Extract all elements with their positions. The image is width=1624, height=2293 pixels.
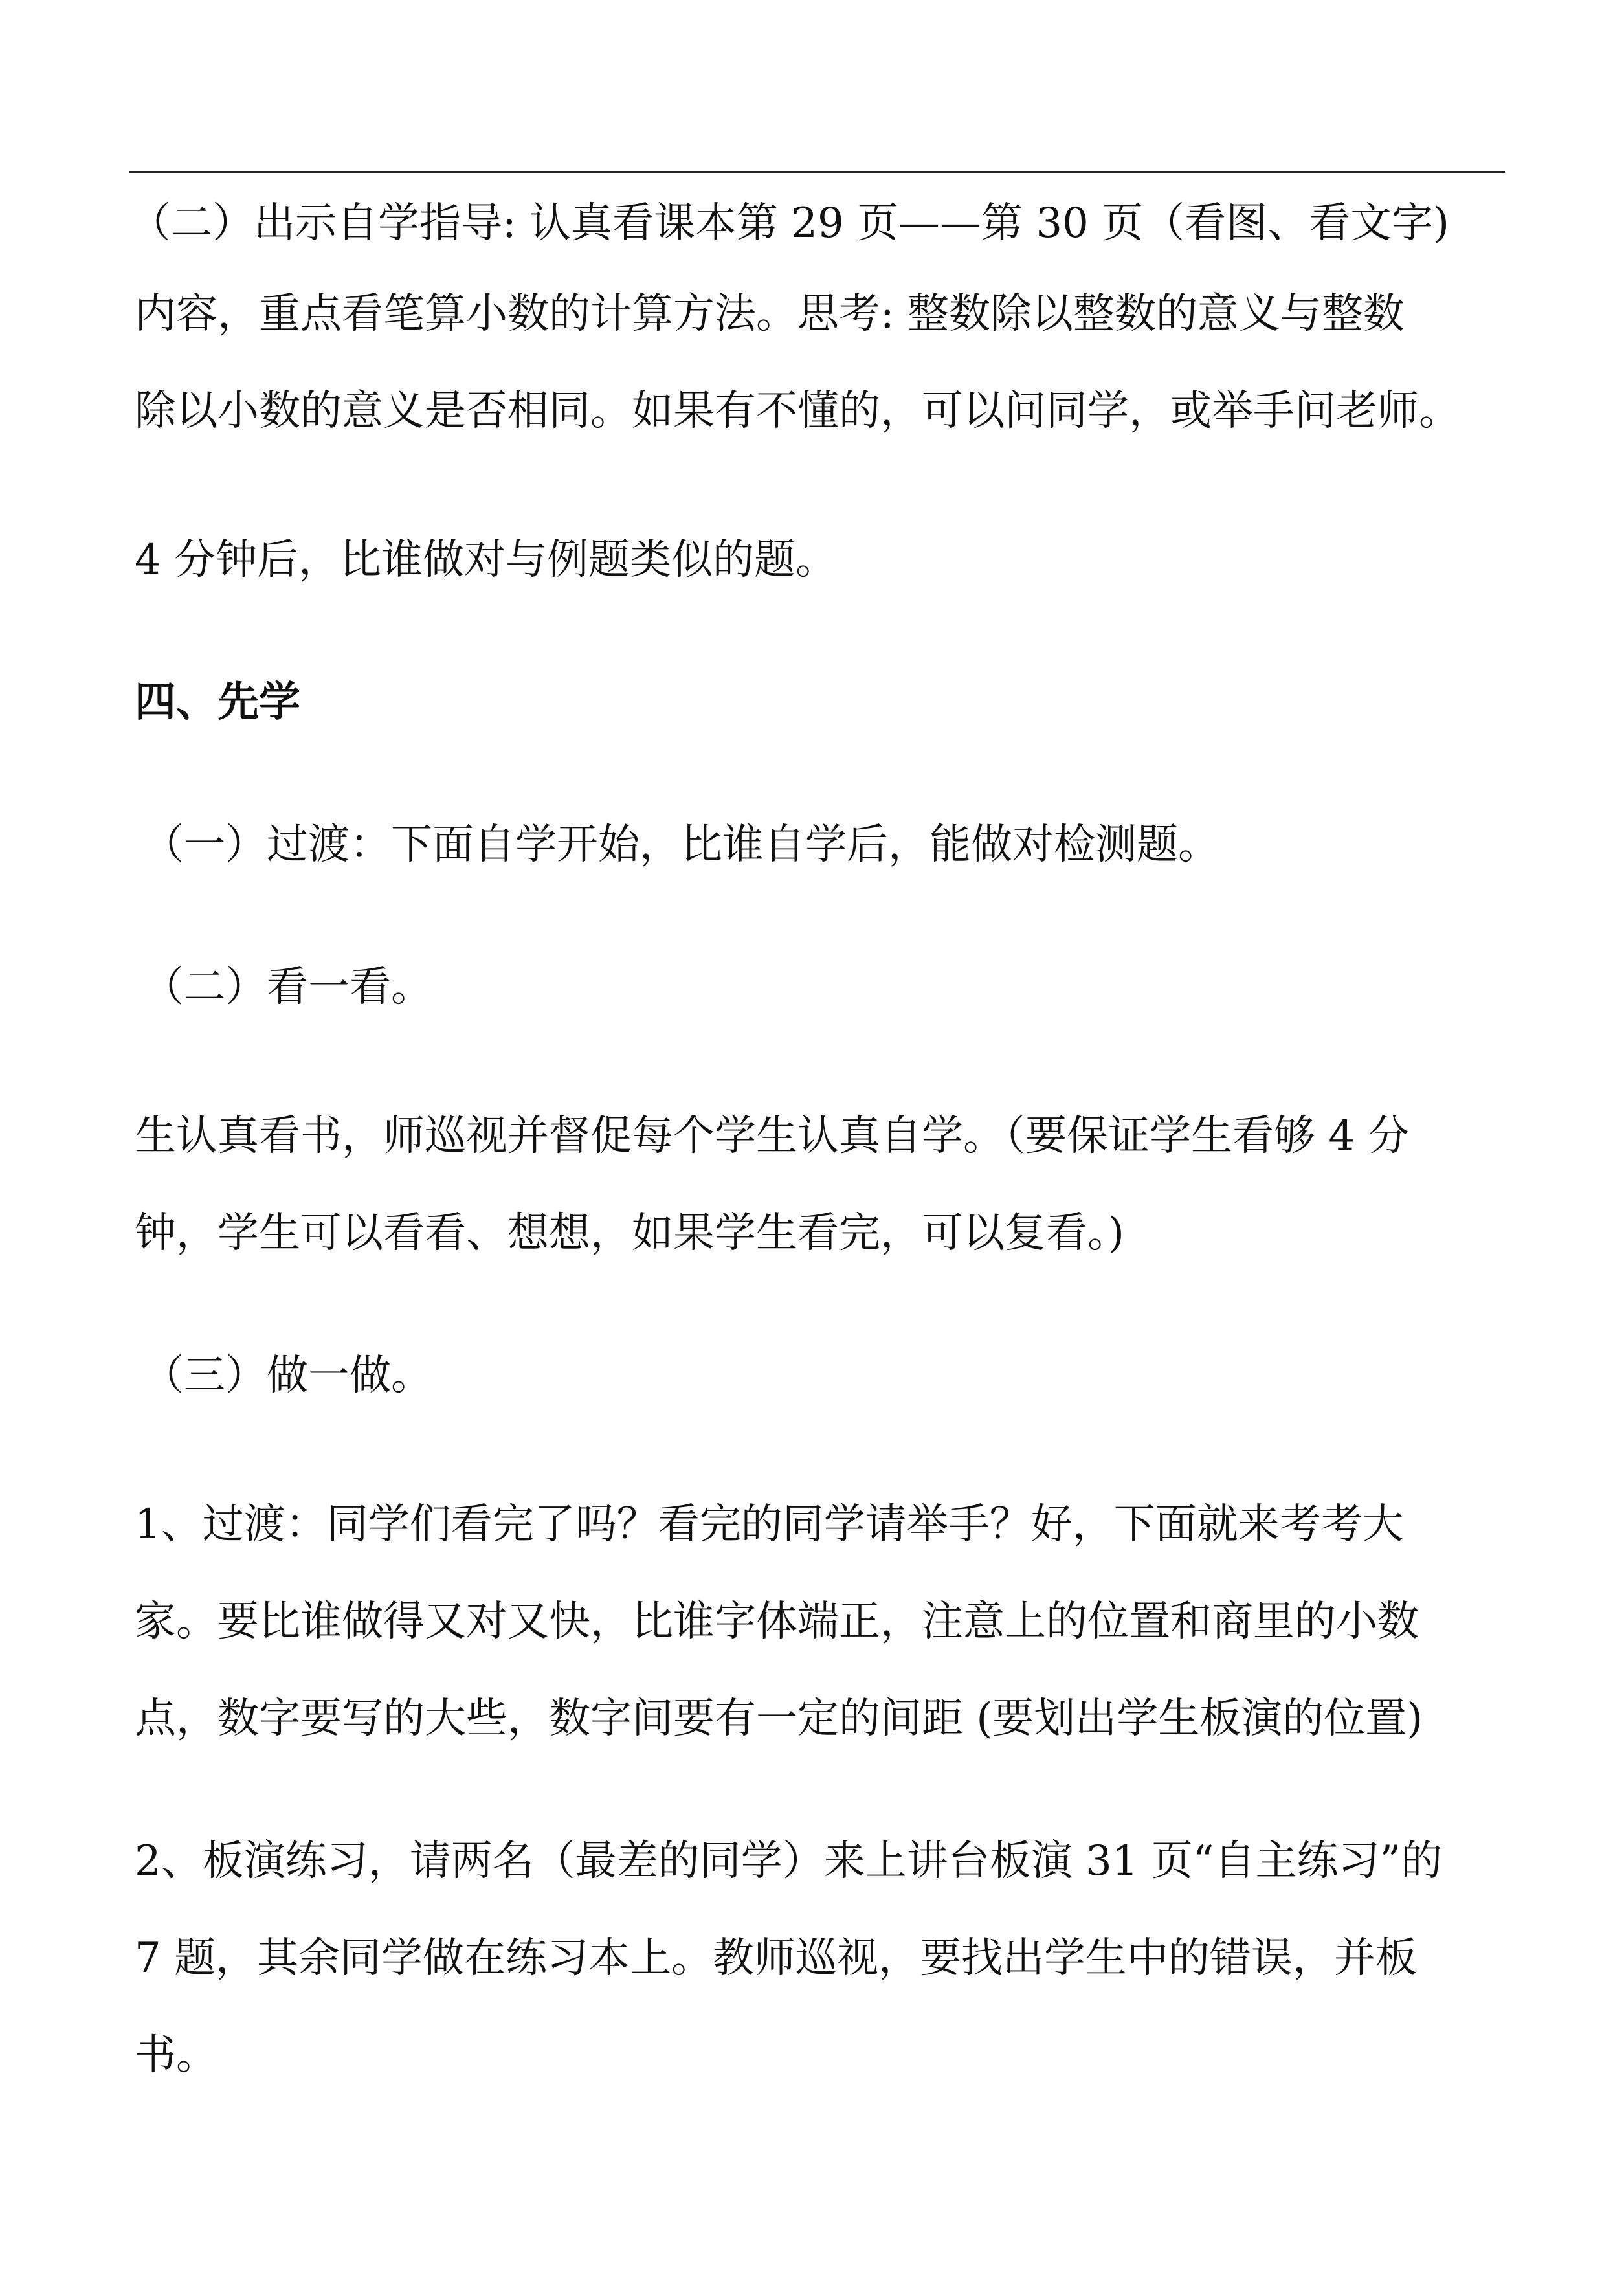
text-line: （一）过渡：下面自学开始，比谁自学后，能做对检测题。	[142, 821, 1219, 869]
text-line: 2、板演练习，请两名（最差的同学）来上讲台板演 31 页“自主练习”的	[135, 1837, 1443, 1885]
text-line: （二）看一看。	[142, 963, 432, 1011]
text-line: （三）做一做。	[142, 1352, 432, 1400]
text-line: 钟，学生可以看看、想想，如果学生看完，可以复看。)	[135, 1209, 1124, 1257]
text-line: 书。	[135, 2031, 217, 2079]
text-line: 4 分钟后，比谁做对与例题类似的题。	[135, 536, 838, 584]
text-line: 除以小数的意义是否相同。如果有不懂的，可以问同学，或举手问老师。	[135, 387, 1460, 435]
text-line: 家。要比谁做得又对又快，比谁字体端正，注意上的位置和商里的小数	[135, 1598, 1419, 1646]
text-line: 点，数字要写的大些，数字间要有一定的间距 (要划出学生板演的位置)	[135, 1695, 1423, 1743]
text-line: （二）出示自学指导: 认真看课本第 29 页——第 30 页（看图、看文字)	[129, 199, 1450, 247]
text-line: 内容，重点看笔算小数的计算方法。思考: 整数除以整数的意义与整数	[135, 290, 1405, 338]
section-heading: 四、先学	[135, 678, 300, 726]
text-line: 生认真看书，师巡视并督促每个学生认真自学。（要保证学生看够 4 分	[135, 1112, 1410, 1160]
text-line: 1、过渡：同学们看完了吗？看完的同学请举手？好，下面就来考考大	[135, 1501, 1404, 1549]
header-rule	[129, 171, 1505, 173]
text-line: 7 题，其余同学做在练习本上。教师巡视，要找出学生中的错误，并板	[135, 1934, 1418, 1982]
